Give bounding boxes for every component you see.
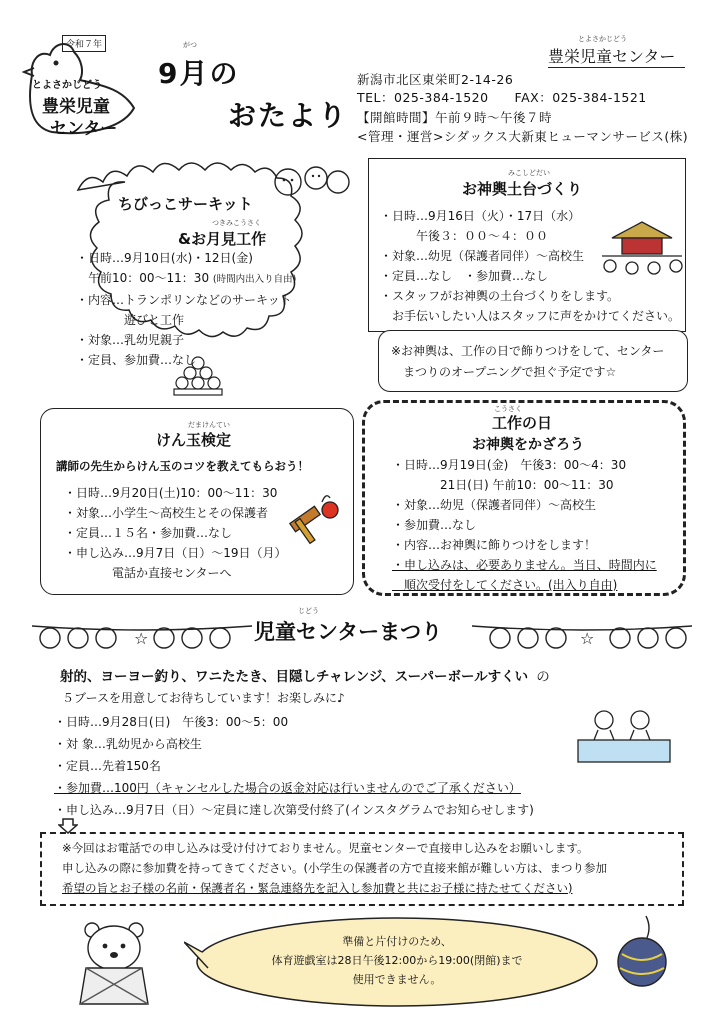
kendama-subtitle: 講師の先生からけん玉のコツを教えてもらおう！: [56, 459, 309, 473]
bubble-line: まつりのオープニングで担ぐ予定です☆: [403, 365, 617, 379]
footer-line: 使用できません。: [352, 973, 442, 986]
svg-text:☆: ☆: [580, 629, 595, 648]
address: 新潟市北区東栄町2-14-26: [357, 72, 514, 87]
phone-fax: TEL：025-384-1520 FAX：025-384-1521: [357, 90, 647, 105]
mikoshi-note-bubble: [378, 330, 688, 392]
festival-item: ・日時…9月28日(日) 午後3：00～5：00: [54, 715, 289, 729]
notice-line: 希望の旨とお子様の名前・保護者名・緊急連絡先を記入し参加費と共にお子様に持たせてください): [62, 881, 573, 895]
circuit-title: ちびっこサーキット: [118, 195, 253, 213]
kendama-item: ・日時…9月20日(土)10：00～11：30: [64, 486, 278, 500]
footer-line: 体育遊戯室は28日午後12:00から19:00(閉館)まで: [271, 954, 523, 967]
water-balloon-yoyo-icon: [608, 914, 682, 996]
kendama-item: ・定員…１５名・参加費…なし: [64, 526, 233, 540]
kendama-title: けん玉検定: [156, 431, 232, 449]
management: <管理・運営>シダックス大新東ヒューマンサービス(株): [357, 129, 689, 144]
circuit-item: ・内容…トランポリンなどのサーキット: [76, 293, 292, 307]
page-title-line2: おたより: [228, 99, 349, 132]
era-label: 令和７年: [62, 35, 106, 52]
festival-booths: 射的、ヨーヨー釣り、ワニたたき、目隠しチャレンジ、スーパーボールすくい の: [60, 669, 550, 685]
mikoshi-item: 午後３：００～４：００: [380, 229, 549, 243]
title-ruby: がつ: [183, 41, 197, 49]
craft-item: 順次受付をしてください。(出入り自由): [392, 578, 618, 592]
bubble-line: ※お神輿は、工作の日で飾りつけをして、センター: [391, 344, 665, 358]
festival-notice: [62, 838, 607, 898]
center-name-ruby: とよさかじどう: [578, 35, 627, 43]
notice-line: ※今回はお電話での申し込みは受け付けておりません。児童センターで直接申し込みをお願いします。: [62, 841, 589, 855]
mikoshi-item: ・定員…なし ・参加費…なし: [380, 269, 549, 283]
craft-item: ・参加費…なし: [392, 518, 477, 532]
circuit-item: 午前10：00～11：30 (時間内出入り自由): [76, 271, 297, 285]
craft-item: 21日(日) 午前10：00～11：30: [392, 478, 614, 492]
kendama-title-ruby: だまけんてい: [188, 421, 230, 429]
circuit-title2: &お月見工作: [178, 230, 267, 248]
circuit-item: 遊びと工作: [76, 313, 185, 327]
mikoshi-item: ・対象…幼児（保護者同伴）～高校生: [380, 249, 585, 263]
festival-item: ・申し込み…9月7日（日）～定員に達し次第受付終了(インスタグラムでお知らせします): [54, 803, 534, 817]
kendama-icon: [282, 488, 346, 548]
mikoshi-item: お手伝いしたい人はスタッフに声をかけてください。: [380, 309, 681, 323]
circuit-item: ・対象…乳幼児親子: [76, 333, 185, 347]
craft-item: ・対象…幼児（保護者同伴）～高校生: [392, 498, 597, 512]
craft-details: [392, 455, 657, 595]
page-title-line1: 9月の: [158, 57, 240, 90]
craft-title-ruby: こうさく: [494, 405, 522, 413]
craft-item: ・日時…9月19日(金) 午後3：00～4：30: [392, 458, 627, 472]
mikoshi-illustration-icon: [592, 208, 692, 278]
kendama-item: ・対象…小学生～高校生とその保護者: [64, 506, 269, 520]
center-name: 豊栄児童センター: [548, 44, 685, 68]
notice-line: 申し込みの際に参加費を持ってきてください。(小学生の保護者の方で直接来館が難しい方は、まつり参加: [62, 861, 607, 875]
festival-item: ・対 象…乳幼児から高校生: [54, 737, 202, 751]
festival-details: [54, 711, 534, 821]
mikoshi-title: お神輿土台づくり: [462, 180, 583, 198]
mikoshi-item: ・日時…9月16日（火）・17日（水）: [380, 209, 581, 223]
kids-playing-icon: [574, 706, 674, 766]
circuit-title2-ruby: つきみこうさく: [212, 219, 261, 227]
footer-line: 準備と片付けのため、: [342, 935, 452, 948]
craft-title: 工作の日: [492, 414, 553, 432]
circuit-item: ・定員、参加費…なし: [76, 353, 197, 367]
kendama-item: ・申し込み…9月7日（日）～19日（月）: [64, 546, 287, 560]
bear-mascot-icon: [72, 918, 156, 1008]
festival-item: ・参加費…100円（キャンセルした場合の返金対応は行いませんのでご了承ください）: [54, 781, 521, 795]
craft-item: ・申し込みは、必要ありません。当日、時間内に: [392, 558, 657, 572]
festival-title: 児童センターまつり: [254, 620, 443, 644]
festival-item: ・定員…先着150名: [54, 759, 161, 773]
festival-title-ruby: じどう: [298, 607, 319, 615]
circuit-item: ・日時…9月10日(水)・12日(金): [76, 251, 253, 265]
mikoshi-title-ruby: みこしどだい: [508, 169, 550, 177]
mikoshi-item: ・スタッフがお神輿の土台づくりをします。: [380, 289, 620, 303]
logo-name-line2: センター: [50, 119, 118, 139]
circuit-details: [76, 248, 296, 370]
circuit-note: (時間内出入り自由): [212, 274, 297, 285]
footer-notice: [232, 932, 562, 989]
craft-subtitle: お神輿をかざろう: [472, 437, 584, 453]
kendama-item: 電話か直接センターへ: [64, 566, 232, 580]
logo-name-line1: 豊栄児童: [42, 97, 110, 117]
svg-text:☆: ☆: [134, 629, 149, 648]
festival-intro: ５ブースを用意してお待ちしています！お楽しみに♪: [62, 691, 345, 705]
logo-reading: とよさかじどう: [32, 80, 102, 91]
craft-item: ・内容…お神輿に飾りつけをします！: [392, 538, 597, 552]
kendama-details: [64, 483, 287, 583]
opening-hours: 【開館時間】午前９時～午後７時: [357, 110, 553, 125]
